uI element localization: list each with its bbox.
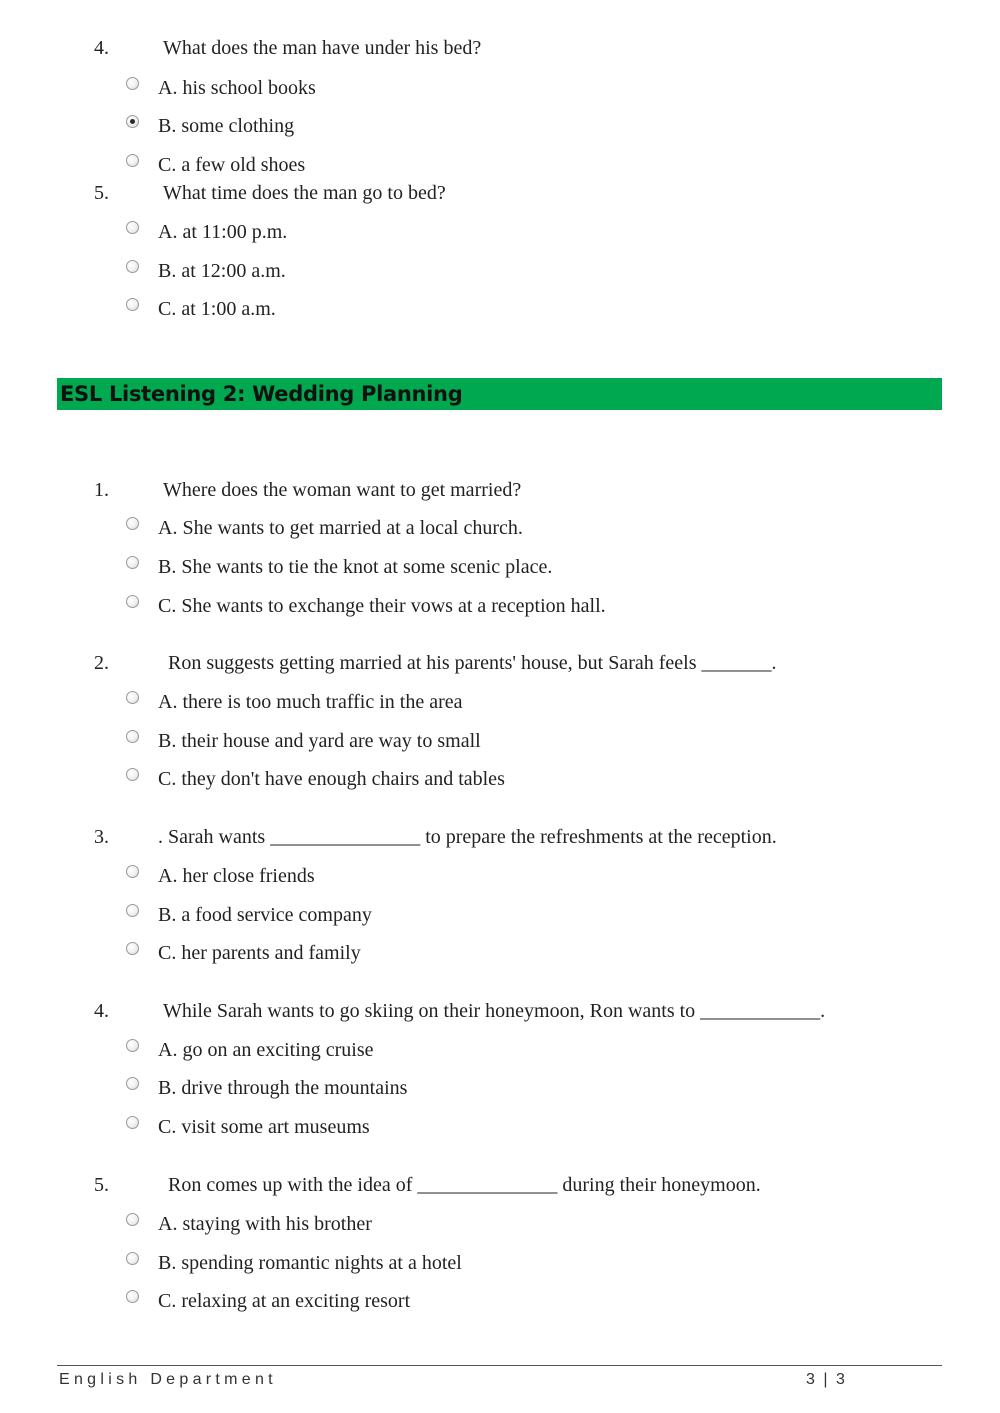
- radio-button-icon[interactable]: [126, 1039, 139, 1052]
- radio-button-icon[interactable]: [126, 298, 139, 311]
- option-label: A. her close friends: [158, 865, 315, 887]
- option-label: C. visit some art museums: [158, 1116, 370, 1138]
- option-label: B. She wants to tie the knot at some scenic place.: [158, 556, 553, 578]
- option-b[interactable]: [0, 256, 900, 286]
- option-label: A. at 11:00 p.m.: [158, 221, 288, 243]
- question-number: 4.: [94, 1000, 109, 1022]
- option-label: C. relaxing at an exciting resort: [158, 1290, 411, 1312]
- radio-button-icon[interactable]: [126, 154, 139, 167]
- section-banner: [57, 378, 942, 410]
- option-c[interactable]: [0, 764, 900, 794]
- question-number: 5.: [94, 1174, 109, 1196]
- option-label: B. drive through the mountains: [158, 1077, 408, 1099]
- question-text: Where does the woman want to get married?: [163, 479, 522, 501]
- option-label: C. a few old shoes: [158, 154, 306, 176]
- option-a[interactable]: [0, 687, 900, 717]
- option-label: B. some clothing: [158, 115, 295, 137]
- option-label: C. they don't have enough chairs and tables: [158, 768, 505, 790]
- option-c[interactable]: [0, 938, 900, 968]
- option-label: B. a food service company: [158, 904, 372, 926]
- question-number: 1.: [94, 479, 109, 501]
- option-label: B. spending romantic nights at a hotel: [158, 1252, 462, 1274]
- question-number: 4.: [94, 37, 109, 59]
- radio-button-icon[interactable]: [126, 260, 139, 273]
- option-a[interactable]: [0, 217, 900, 247]
- radio-button-icon[interactable]: [126, 768, 139, 781]
- option-a[interactable]: [0, 861, 900, 891]
- question-text: Ron comes up with the idea of ______________ during their honeymoon.: [168, 1174, 761, 1196]
- radio-button-icon[interactable]: [126, 730, 139, 743]
- radio-button-icon[interactable]: [126, 556, 139, 569]
- option-label: B. at 12:00 a.m.: [158, 260, 286, 282]
- option-label: A. staying with his brother: [158, 1213, 372, 1235]
- option-b[interactable]: [0, 1248, 900, 1278]
- question-number: 5.: [94, 182, 109, 204]
- option-b[interactable]: [0, 1073, 900, 1103]
- option-label: C. at 1:00 a.m.: [158, 298, 276, 320]
- radio-button-icon[interactable]: [126, 942, 139, 955]
- option-c[interactable]: [0, 150, 900, 180]
- option-a[interactable]: [0, 513, 900, 543]
- radio-button-icon[interactable]: [126, 77, 139, 90]
- radio-button-icon[interactable]: [126, 904, 139, 917]
- question-number: 2.: [94, 652, 109, 674]
- option-c[interactable]: [0, 1286, 900, 1316]
- option-label: B. their house and yard are way to small: [158, 730, 481, 752]
- option-label: A. his school books: [158, 77, 316, 99]
- page-number: 3 | 3: [806, 1371, 847, 1388]
- radio-button-icon[interactable]: [126, 1252, 139, 1265]
- option-c[interactable]: [0, 294, 900, 324]
- option-c[interactable]: [0, 1112, 900, 1142]
- question-text: What time does the man go to bed?: [163, 182, 446, 204]
- radio-button-icon[interactable]: [126, 1077, 139, 1090]
- radio-button-icon[interactable]: [126, 865, 139, 878]
- radio-button-icon[interactable]: [126, 1213, 139, 1226]
- option-a[interactable]: [0, 1035, 900, 1065]
- question-text: What does the man have under his bed?: [163, 37, 482, 59]
- radio-button-icon[interactable]: [126, 221, 139, 234]
- question-text: Ron suggests getting married at his parents' house, but Sarah feels _______.: [168, 652, 777, 674]
- option-b[interactable]: [0, 726, 900, 756]
- option-b[interactable]: [0, 900, 900, 930]
- radio-button-icon[interactable]: [126, 595, 139, 608]
- option-a[interactable]: [0, 73, 900, 103]
- option-label: A. there is too much traffic in the area: [158, 691, 463, 713]
- radio-button-icon[interactable]: [126, 1116, 139, 1129]
- radio-button-icon[interactable]: [126, 691, 139, 704]
- question-text: While Sarah wants to go skiing on their honeymoon, Ron wants to ____________.: [163, 1000, 826, 1022]
- option-label: A. She wants to get married at a local church.: [158, 517, 523, 539]
- option-label: C. her parents and family: [158, 942, 361, 964]
- option-b[interactable]: [0, 111, 900, 141]
- option-b[interactable]: [0, 552, 900, 582]
- option-label: A. go on an exciting cruise: [158, 1039, 374, 1061]
- option-c[interactable]: [0, 591, 900, 621]
- question-number: 3.: [94, 826, 109, 848]
- radio-button-selected-icon[interactable]: [126, 115, 139, 128]
- option-a[interactable]: [0, 1209, 900, 1239]
- question-text: . Sarah wants _______________ to prepare the refreshments at the reception.: [158, 826, 777, 848]
- section-title: ESL Listening 2: Wedding Planning: [60, 382, 463, 406]
- footer-department: English Department: [59, 1371, 277, 1388]
- footer-divider: [57, 1365, 942, 1366]
- option-label: C. She wants to exchange their vows at a reception hall.: [158, 595, 606, 617]
- radio-button-icon[interactable]: [126, 517, 139, 530]
- radio-button-icon[interactable]: [126, 1290, 139, 1303]
